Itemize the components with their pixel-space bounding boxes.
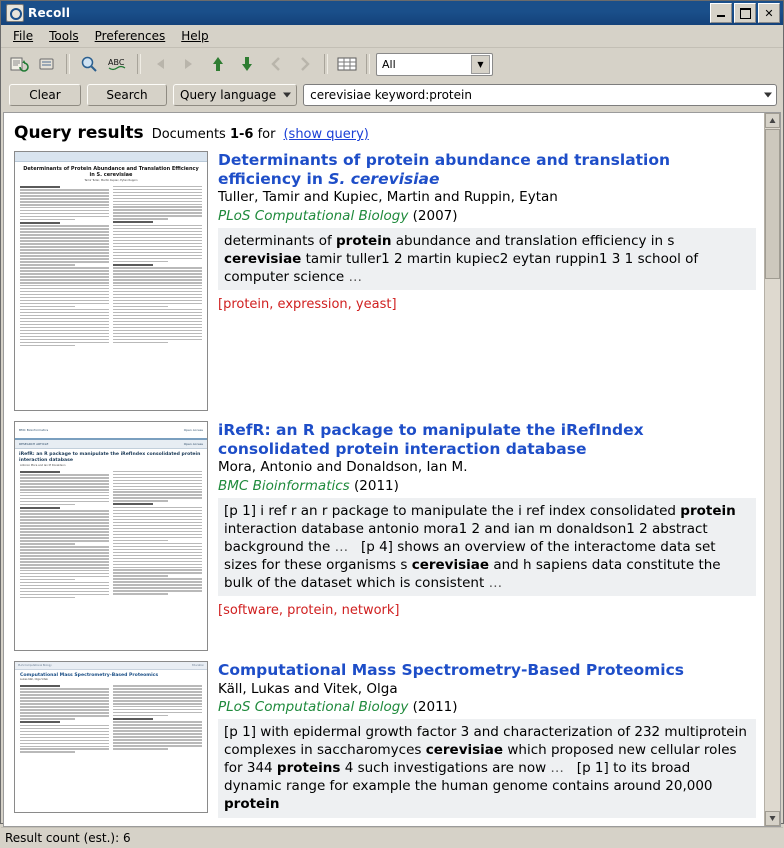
menu-tools[interactable] xyxy=(41,27,87,45)
result-thumbnail[interactable] xyxy=(14,151,208,411)
toolbar xyxy=(1,48,783,80)
toolbar-separator-1 xyxy=(66,54,70,74)
thumb-column-left xyxy=(20,685,109,754)
thumb-page xyxy=(15,679,207,758)
chevron-down-icon xyxy=(283,93,291,98)
history-chevron-icon[interactable] xyxy=(764,93,772,98)
thumb-column-left xyxy=(20,471,109,600)
down-arrow-glyph xyxy=(238,55,256,73)
documents-label: Documents xyxy=(151,127,226,142)
result-title[interactable] xyxy=(218,661,756,680)
forward-icon[interactable] xyxy=(176,51,202,77)
result-title-main: Computational Mass Spectrometry-Based Proteomics xyxy=(218,661,684,679)
result-details xyxy=(218,421,756,618)
update-index-icon[interactable] xyxy=(5,51,31,77)
search-bar xyxy=(1,80,783,110)
up-arrow-glyph xyxy=(209,55,227,73)
for-label: for xyxy=(257,127,276,142)
thumb-journal-header xyxy=(15,422,207,440)
thumb-journal-right: Education xyxy=(192,664,204,667)
menu-file[interactable] xyxy=(5,27,41,45)
advanced-search-icon[interactable] xyxy=(76,51,102,77)
thumb-authors: Lukas Käll, Olga Vitek xyxy=(20,678,48,682)
close-button[interactable] xyxy=(758,3,780,23)
forward-arrow-glyph xyxy=(180,55,198,73)
magnifier-glyph xyxy=(80,55,98,73)
toolbar-separator-3 xyxy=(324,54,328,74)
chevron-down-icon[interactable]: ▼ xyxy=(471,55,490,74)
result-snippet: determinants of protein abundance and translation efficiency in s cerevisiae tamir tuller1 2 martin kupiec2 eytan ruppin1 3 1 school of computer science … xyxy=(218,228,756,290)
result-journal xyxy=(218,208,756,224)
result-item[interactable] xyxy=(4,659,764,826)
thumb-openaccess-tag: Open Access xyxy=(183,442,203,446)
thumb-authors: Antonio Mora and Ian M Donaldson xyxy=(20,464,66,467)
svg-text:ABC: ABC xyxy=(108,58,125,67)
thumb-article-band xyxy=(15,440,207,449)
status-text: Result count (est.): 6 xyxy=(5,830,131,845)
result-authors: Käll, Lukas and Vitek, Olga xyxy=(218,680,398,697)
result-snippet: [p 1] with epidermal growth factor 3 and characterization of 232 multiprotein complexes in saccharomyces cerevisiae which proposed new cellular roles for 344 proteins 4 such investigations are now … [p 1] to its broad dynamic range for example the human genome contains around 20,000 protein xyxy=(218,719,756,817)
table-glyph xyxy=(336,55,358,73)
result-year: (2011) xyxy=(412,699,458,716)
thumb-column-left xyxy=(20,186,109,348)
results-list xyxy=(4,113,764,826)
maximize-icon xyxy=(740,8,751,19)
result-snippet: [p 1] i ref r an r package to manipulate the i ref index consolidated protein interaction database antonio mora1 2 and ian m donaldson1 2 abstract background the … [p 4] shows an overview of the interactome data set sizes for these organisms s cerevisiae and h sapiens data constitute the bulk of the dataset which is consistent … xyxy=(218,498,756,596)
result-keywords: [software, protein, network] xyxy=(218,603,400,619)
toolbar-separator-4 xyxy=(366,54,370,74)
result-details xyxy=(218,151,756,312)
maximize-button[interactable] xyxy=(734,3,756,23)
result-year: (2011) xyxy=(354,477,399,494)
results-header xyxy=(4,113,764,149)
thumb-page xyxy=(15,465,207,604)
result-thumbnail[interactable] xyxy=(14,661,208,813)
external-index-icon[interactable] xyxy=(34,51,60,77)
scroll-down-button[interactable] xyxy=(765,811,780,826)
result-journal xyxy=(218,699,756,715)
result-journal-name: PLoS Computational Biology xyxy=(218,699,409,716)
result-journal-name: BMC Bioinformatics xyxy=(218,477,350,494)
update-index-glyph xyxy=(9,55,27,73)
chevron-up-icon xyxy=(769,117,776,124)
results-panel xyxy=(3,112,781,827)
menu-preferences-label: Preferences xyxy=(94,29,166,43)
thumb-title: iRefR: an R package to manipulate the iRefIndex consolidated protein interaction database xyxy=(19,452,201,463)
query-mode-value: Query language xyxy=(180,88,277,102)
search-button[interactable]: Search xyxy=(87,84,167,106)
thumb-authors: Tamir Tuller, Martin Kupiec, Eytan Ruppin xyxy=(84,179,138,182)
result-keywords: [protein, expression, yeast] xyxy=(218,296,397,312)
thumb-column-right xyxy=(113,471,202,600)
result-journal xyxy=(218,478,756,494)
thumb-columns xyxy=(20,685,202,754)
scrollbar-thumb[interactable] xyxy=(765,129,780,279)
result-journal-name: PLoS Computational Biology xyxy=(218,207,409,224)
chevron-down-icon xyxy=(769,815,776,822)
title-bar xyxy=(1,1,783,25)
status-bar xyxy=(1,827,783,848)
result-details xyxy=(218,661,756,818)
menu-bar xyxy=(1,25,783,48)
result-item[interactable] xyxy=(4,149,764,419)
thumb-title: Determinants of Protein Abundance and Translation Efficiency in S. cerevisiae xyxy=(23,166,199,178)
sort-descending-icon[interactable] xyxy=(234,51,260,77)
menu-tools-label: Tools xyxy=(49,29,79,43)
result-authors: Tuller, Tamir and Kupiec, Martin and Ruppin, Eytan xyxy=(218,189,558,206)
result-title-main: iRefR: an R package to manipulate the iRefIndex consolidated protein interaction database xyxy=(218,421,644,458)
close-icon: ✕ xyxy=(764,6,774,20)
thumb-journal-left: PLoS Computational Biology xyxy=(18,664,52,667)
search-input-value: cerevisiae keyword:protein xyxy=(310,88,472,102)
thumb-journal-band xyxy=(15,152,207,162)
spelling-icon[interactable] xyxy=(105,51,131,77)
menu-help[interactable] xyxy=(173,27,216,45)
back-icon[interactable] xyxy=(147,51,173,77)
menu-preferences[interactable] xyxy=(87,27,174,45)
minimize-button[interactable] xyxy=(710,3,732,23)
result-thumbnail[interactable] xyxy=(14,421,208,651)
result-item[interactable] xyxy=(4,419,764,659)
show-query-link[interactable]: (show query) xyxy=(283,127,369,142)
thumb-column-right xyxy=(113,186,202,348)
abc-glyph xyxy=(108,55,128,73)
thumb-column-right xyxy=(113,685,202,754)
menu-help-label: Help xyxy=(181,29,209,43)
result-title[interactable] xyxy=(218,421,756,458)
next-page-icon[interactable] xyxy=(292,51,318,77)
search-input[interactable] xyxy=(303,84,777,106)
back-arrow-glyph xyxy=(151,55,169,73)
documents-range: 1-6 xyxy=(229,127,254,142)
thumb-title: Computational Mass Spectrometry-Based Proteomics xyxy=(20,673,159,678)
clear-button[interactable]: Clear xyxy=(9,84,81,106)
thumb-journal-left: BMC Bioinformatics xyxy=(19,428,49,432)
external-index-glyph xyxy=(38,55,56,73)
thumb-journal-strip xyxy=(15,662,207,670)
documents-count xyxy=(152,127,276,142)
window-title: Recoll xyxy=(28,6,71,20)
table-view-icon[interactable] xyxy=(334,51,360,77)
next-page-glyph xyxy=(296,55,314,73)
scroll-up-button[interactable] xyxy=(765,113,780,128)
query-mode-select[interactable] xyxy=(173,84,297,106)
result-title-main: Determinants of protein abundance and translation efficiency in xyxy=(218,151,671,188)
thumb-article-type: RESEARCH ARTICLE xyxy=(19,442,49,446)
results-scrollbar[interactable] xyxy=(764,113,780,826)
result-authors: Mora, Antonio and Donaldson, Ian M. xyxy=(218,459,468,476)
page-title: Query results xyxy=(14,123,144,143)
menu-file-label: File xyxy=(13,29,34,43)
sort-ascending-icon[interactable] xyxy=(205,51,231,77)
result-year: (2007) xyxy=(412,207,458,224)
filter-combo[interactable] xyxy=(376,53,493,76)
toolbar-separator-2 xyxy=(137,54,141,74)
filter-combo-value: All xyxy=(382,57,396,71)
result-title[interactable] xyxy=(218,151,756,188)
thumb-columns xyxy=(20,186,202,348)
thumb-columns xyxy=(20,471,202,600)
previous-page-icon[interactable] xyxy=(263,51,289,77)
minimize-icon xyxy=(717,15,725,17)
thumb-openaccess-label: Open Access xyxy=(183,428,203,432)
thumb-page xyxy=(15,162,207,352)
prev-page-glyph xyxy=(267,55,285,73)
app-icon xyxy=(6,4,24,22)
result-title-italic: S. cerevisiae xyxy=(328,169,440,188)
